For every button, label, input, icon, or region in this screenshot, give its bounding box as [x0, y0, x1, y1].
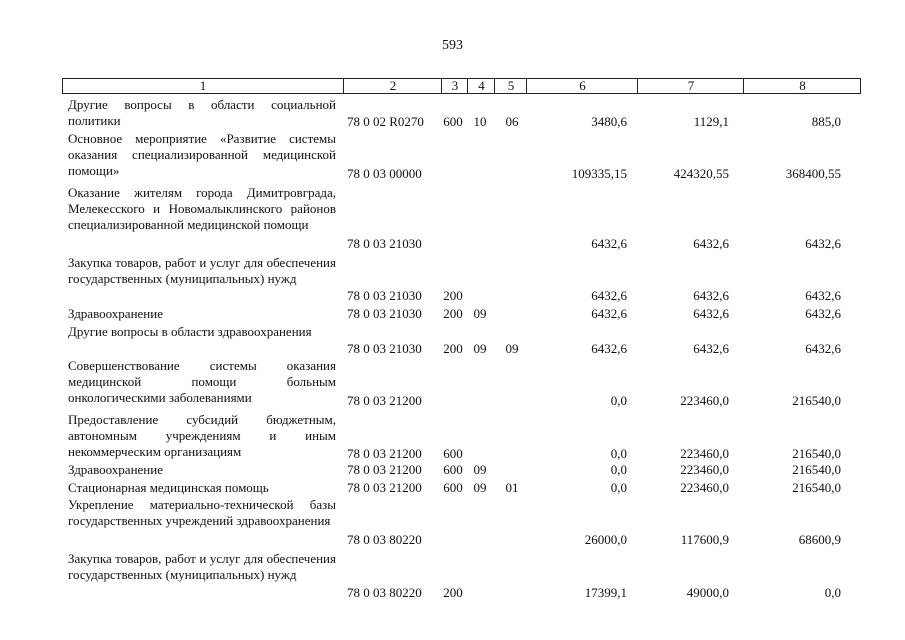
col4-cell: 10	[473, 114, 487, 129]
value-col6: 109335,15	[571, 166, 627, 181]
value-col8: 216540,0	[792, 446, 841, 461]
code-cell: 78 0 03 00000	[347, 166, 422, 181]
col5-cell: 01	[505, 480, 519, 495]
value-col8: 216540,0	[792, 480, 841, 495]
header-cell-6: 6	[526, 79, 638, 93]
value-col7: 6432,6	[693, 341, 729, 356]
header-cell-2: 2	[343, 79, 442, 93]
col3-cell: 600	[443, 114, 463, 129]
value-col8: 6432,6	[805, 236, 841, 251]
value-col7: 6432,6	[693, 288, 729, 303]
code-cell: 78 0 03 21030	[347, 341, 422, 356]
value-col8: 368400,55	[785, 166, 841, 181]
row-description: Здравоохранение	[68, 462, 163, 477]
value-col8: 216540,0	[792, 393, 841, 408]
code-cell: 78 0 03 21030	[347, 306, 422, 321]
header-cell-8: 8	[743, 79, 861, 93]
value-col6: 0,0	[610, 446, 627, 461]
row-description: Другие вопросы в области социальной политики	[68, 97, 336, 129]
value-col7: 1129,1	[693, 114, 729, 129]
value-col6: 6432,6	[591, 341, 627, 356]
value-col7: 223460,0	[680, 393, 729, 408]
col3-cell: 200	[443, 341, 463, 356]
value-col6: 3480,6	[591, 114, 627, 129]
value-col6: 0,0	[610, 480, 627, 495]
value-col8: 6432,6	[805, 341, 841, 356]
col3-cell: 600	[443, 462, 463, 477]
col5-cell: 06	[505, 114, 519, 129]
col3-cell: 600	[443, 480, 463, 495]
row-description: Оказание жителям города Димитровграда, Мелекесского и Новомалыклинского районов специализированной медицинской помощи	[68, 185, 336, 233]
row-description: Стационарная медицинская помощь	[68, 480, 269, 495]
page-number: 593	[442, 38, 463, 53]
value-col6: 6432,6	[591, 306, 627, 321]
header-cell-1: 1	[199, 78, 207, 93]
col4-cell: 09	[473, 341, 487, 356]
col3-cell: 200	[443, 585, 463, 600]
code-cell: 78 0 03 21200	[347, 393, 422, 408]
code-cell: 78 0 03 21200	[347, 446, 422, 461]
value-col7: 223460,0	[680, 462, 729, 477]
value-col8: 216540,0	[792, 462, 841, 477]
value-col7: 424320,55	[673, 166, 729, 181]
value-col7: 6432,6	[693, 306, 729, 321]
value-col7: 223460,0	[680, 446, 729, 461]
value-col7: 49000,0	[686, 585, 729, 600]
col3-cell: 200	[443, 306, 463, 321]
col5-cell: 09	[505, 341, 519, 356]
value-col6: 0,0	[610, 462, 627, 477]
row-description: Основное мероприятие «Развитие системы оказания специализированной медицинской помощи»	[68, 131, 336, 179]
value-col8: 68600,9	[798, 532, 841, 547]
row-description: Предоставление субсидий бюджетным, автономным учреждениям и иным некоммерческим организациям	[68, 412, 336, 460]
header-cell-3: 3	[441, 79, 468, 93]
value-col8: 0,0	[824, 585, 841, 600]
col3-cell: 200	[443, 288, 463, 303]
row-description: Закупка товаров, работ и услуг для обеспечения государственных (муниципальных) нужд	[68, 255, 336, 287]
row-description: Совершенствование системы оказания медицинской помощи больным онкологическими заболеваниями	[68, 358, 336, 406]
code-cell: 78 0 03 21030	[347, 236, 422, 251]
code-cell: 78 0 02 R0270	[347, 114, 424, 129]
code-cell: 78 0 03 21030	[347, 288, 422, 303]
value-col8: 6432,6	[805, 288, 841, 303]
value-col6: 6432,6	[591, 288, 627, 303]
code-cell: 78 0 03 21200	[347, 480, 422, 495]
row-description: Укрепление материально-технической базы государственных учреждений здравоохранения	[68, 497, 336, 529]
value-col7: 223460,0	[680, 480, 729, 495]
row-description: Другие вопросы в области здравоохранения	[68, 324, 312, 339]
header-cell-5: 5	[494, 79, 527, 93]
col4-cell: 09	[473, 306, 487, 321]
value-col7: 6432,6	[693, 236, 729, 251]
row-description: Закупка товаров, работ и услуг для обеспечения государственных (муниципальных) нужд	[68, 551, 336, 583]
table-header	[62, 78, 861, 94]
row-description: Здравоохранение	[68, 306, 163, 321]
col3-cell: 600	[443, 446, 463, 461]
col4-cell: 09	[473, 480, 487, 495]
header-cell-7: 7	[637, 79, 744, 93]
code-cell: 78 0 03 80220	[347, 585, 422, 600]
value-col8: 6432,6	[805, 306, 841, 321]
value-col6: 0,0	[610, 393, 627, 408]
col4-cell: 09	[473, 462, 487, 477]
value-col6: 6432,6	[591, 236, 627, 251]
value-col8: 885,0	[811, 114, 841, 129]
value-col6: 17399,1	[584, 585, 627, 600]
code-cell: 78 0 03 80220	[347, 532, 422, 547]
value-col7: 117600,9	[680, 532, 729, 547]
header-cell-4: 4	[467, 79, 495, 93]
value-col6: 26000,0	[584, 532, 627, 547]
code-cell: 78 0 03 21200	[347, 462, 422, 477]
